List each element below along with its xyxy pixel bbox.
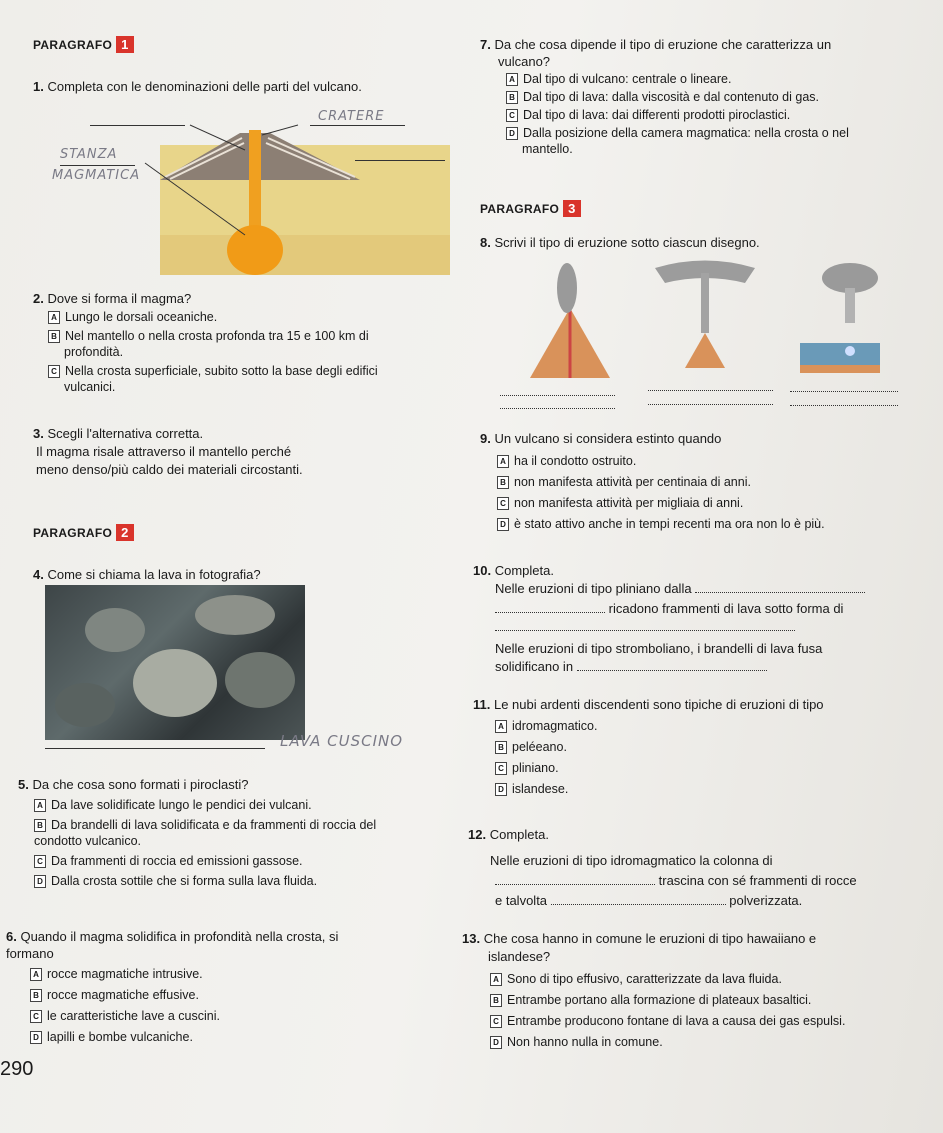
- question-2: [33, 290, 191, 307]
- answer-line: [790, 405, 898, 406]
- q-text: Da che cosa sono formati i piroclasti?: [32, 777, 249, 792]
- q-text: Da che cosa dipende il tipo di eruzione che caratterizza un: [494, 37, 832, 52]
- q-number: 1.: [33, 79, 44, 94]
- q3-line: meno denso/più caldo dei materiali circostanti.: [36, 462, 303, 477]
- conduit: [249, 130, 261, 235]
- option-text: Entrambe producono fontane di lava a causa dei gas espulsi.: [507, 1014, 846, 1028]
- q-text: Le nubi ardenti discendenti sono tipiche di eruzioni di tipo: [493, 697, 824, 712]
- fill-text: polverizzata.: [729, 893, 803, 908]
- option-letter: C: [48, 365, 60, 378]
- option-a[interactable]: [34, 797, 454, 813]
- q2-options: [48, 309, 448, 395]
- option-text: Nel mantello o nella crosta profonda tra 15 e 100 km di: [65, 329, 369, 343]
- option-d[interactable]: [495, 781, 795, 797]
- question-1: [33, 78, 362, 95]
- question-7: [480, 36, 925, 53]
- option-text: peléeano.: [512, 740, 567, 754]
- option-b[interactable]: [490, 992, 940, 1008]
- option-text: rocce magmatiche intrusive.: [47, 967, 203, 981]
- pillow-lava-photo: [45, 585, 305, 740]
- pillow-lava-svg: [45, 585, 305, 740]
- option-d[interactable]: [497, 516, 937, 532]
- option-letter: A: [30, 968, 42, 981]
- q-number: 10.: [473, 563, 492, 578]
- q-number: 2.: [33, 291, 44, 306]
- option-text: non manifesta attività per migliaia di anni.: [514, 496, 744, 510]
- answer-line: [90, 125, 185, 126]
- option-b[interactable]: [30, 987, 450, 1003]
- option-text: islandese.: [512, 782, 569, 796]
- answer-line: [790, 391, 898, 392]
- option-text: le caratteristiche lave a cuscini.: [47, 1009, 220, 1023]
- q12-line2: [495, 872, 857, 889]
- q-text: Completa.: [494, 563, 554, 578]
- q-text: islandese?: [488, 949, 551, 964]
- option-text: Dal tipo di lava: dalla viscosità e dal contenuto di gas.: [523, 90, 820, 104]
- q-text: formano: [6, 946, 54, 961]
- q12-line3: [495, 892, 802, 909]
- fill-text: Nelle eruzioni di tipo pliniano dalla: [495, 581, 692, 596]
- blank-input[interactable]: [495, 612, 605, 613]
- q3-line: Il magma risale attraverso il mantello perché: [36, 444, 292, 459]
- blank-input[interactable]: [495, 630, 795, 631]
- volcano-svg: [40, 105, 450, 275]
- fill-text: ricadono frammenti di lava sotto forma di: [608, 601, 844, 616]
- blank-input[interactable]: [551, 904, 726, 905]
- option-letter: B: [490, 994, 502, 1007]
- option-text-cont: profondità.: [64, 345, 124, 359]
- q-number: 7.: [480, 37, 491, 52]
- fill-text: trascina con sé frammenti di rocce: [658, 873, 857, 888]
- option-text: lapilli e bombe vulcaniche.: [47, 1030, 193, 1044]
- q-text: Che cosa hanno in comune le eruzioni di tipo hawaiiano e: [483, 931, 817, 946]
- q-number: 12.: [468, 827, 487, 842]
- option-letter: D: [497, 518, 509, 531]
- section-header-3: [480, 200, 581, 217]
- option-a[interactable]: [30, 966, 450, 982]
- option-letter: C: [34, 855, 46, 868]
- option-letter: D: [30, 1031, 42, 1044]
- fill-text: Nelle eruzioni di tipo stromboliano, i brandelli di lava fusa: [495, 641, 823, 656]
- question-5: [18, 776, 249, 793]
- option-text: Da brandelli di lava solidificata e da frammenti di roccia del: [51, 818, 377, 832]
- option-letter: B: [30, 989, 42, 1002]
- question-12: [468, 826, 549, 843]
- option-letter: D: [506, 127, 518, 140]
- q10-line1: [495, 580, 865, 597]
- answer-line: [500, 408, 615, 409]
- option-text: pliniano.: [512, 761, 559, 775]
- question-4: [33, 566, 261, 583]
- option-a[interactable]: [495, 718, 795, 734]
- volcano-diagram: [40, 105, 450, 275]
- option-letter: C: [497, 497, 509, 510]
- option-d[interactable]: [30, 1029, 450, 1045]
- option-letter: A: [490, 973, 502, 986]
- option-letter: A: [495, 720, 507, 733]
- option-c[interactable]: [497, 495, 937, 511]
- option-letter: C: [30, 1010, 42, 1023]
- option-a[interactable]: [490, 971, 940, 987]
- option-b[interactable]: [495, 739, 795, 755]
- option-b[interactable]: [34, 817, 454, 833]
- magma-chamber: [227, 225, 283, 275]
- option-text: Dal tipo di vulcano: centrale o lineare.: [523, 72, 732, 86]
- answer-line: [500, 395, 615, 396]
- option-letter: B: [506, 91, 518, 104]
- option-letter: B: [495, 741, 507, 754]
- option-letter: B: [497, 476, 509, 489]
- page-number: 290: [0, 1058, 34, 1080]
- option-letter: A: [34, 799, 46, 812]
- option-text: è stato attivo anche in tempi recenti ma ora non lo è più.: [514, 517, 825, 531]
- option-d[interactable]: [34, 873, 454, 889]
- option-c[interactable]: [34, 853, 454, 869]
- answer-line: [310, 125, 405, 126]
- option-a[interactable]: [506, 71, 926, 87]
- handwritten-answer: STANZA: [60, 147, 118, 162]
- question-10: [473, 562, 554, 579]
- q-number: 8.: [480, 235, 491, 250]
- handwritten-answer: LAVA CUSCINO: [280, 732, 404, 750]
- option-text-cont: condotto vulcanico.: [34, 834, 142, 848]
- option-b[interactable]: [506, 89, 926, 105]
- option-letter: A: [497, 455, 509, 468]
- section-number: 3: [563, 200, 581, 217]
- option-letter: B: [48, 330, 60, 343]
- option-letter: C: [490, 1015, 502, 1028]
- option-letter: B: [34, 819, 46, 832]
- option-letter: D: [34, 875, 46, 888]
- option-text: Dal tipo di lava: dai differenti prodotti piroclastici.: [523, 108, 791, 122]
- option-text: Nella crosta superficiale, subito sotto la base degli edifici: [65, 364, 378, 378]
- option-a[interactable]: [48, 309, 448, 325]
- option-text: ha il condotto ostruito.: [514, 454, 637, 468]
- q-number: 9.: [480, 431, 491, 446]
- q-text: Scrivi il tipo di eruzione sotto ciascun disegno.: [494, 235, 760, 250]
- option-d[interactable]: [490, 1034, 940, 1050]
- answer-line: [60, 165, 135, 166]
- option-c[interactable]: [506, 107, 926, 123]
- q-text: vulcano?: [498, 54, 551, 69]
- question-8: [480, 234, 760, 251]
- q-number: 6.: [6, 929, 17, 944]
- option-text: Dalla crosta sottile che si forma sulla lava fluida.: [51, 874, 318, 888]
- section-label: PARAGRAFO: [33, 525, 113, 540]
- fill-text: solidificano in: [495, 659, 574, 674]
- q-number: 5.: [18, 777, 29, 792]
- section-number: 1: [116, 36, 134, 53]
- option-letter: D: [490, 1036, 502, 1049]
- question-3: [33, 425, 203, 442]
- answer-line: [648, 390, 773, 391]
- deep-layer: [160, 235, 450, 275]
- q10-line2: [495, 600, 843, 617]
- q-number: 4.: [33, 567, 44, 582]
- answer-line: [648, 404, 773, 405]
- answer-line: [45, 748, 265, 749]
- option-letter: A: [48, 311, 60, 324]
- option-text: Sono di tipo effusivo, caratterizzate da lava fluida.: [507, 972, 782, 986]
- option-text-cont: mantello.: [522, 142, 573, 156]
- section-label: PARAGRAFO: [480, 201, 560, 216]
- q-number: 3.: [33, 426, 44, 441]
- option-letter: A: [506, 73, 518, 86]
- option-letter: D: [495, 783, 507, 796]
- option-text-cont: vulcanici.: [64, 380, 116, 394]
- q-text: Completa con le denominazioni delle parti del vulcano.: [47, 79, 362, 94]
- handwritten-answer: MAGMATICA: [52, 168, 141, 183]
- answer-line: [355, 160, 445, 161]
- section-number: 2: [116, 524, 134, 541]
- option-text: idromagmatico.: [512, 719, 598, 733]
- fill-text: Nelle eruzioni di tipo idromagmatico la colonna di: [490, 853, 773, 868]
- option-text: Da lave solidificate lungo le pendici dei vulcani.: [51, 798, 312, 812]
- q6-options: [30, 966, 450, 1045]
- option-b[interactable]: [48, 328, 448, 344]
- option-b[interactable]: [497, 474, 937, 490]
- section-header-2: [33, 524, 134, 541]
- q-text: Dove si forma il magma?: [47, 291, 192, 306]
- eruption-drawings: [525, 253, 885, 383]
- q-number: 13.: [462, 931, 481, 946]
- option-letter: C: [506, 109, 518, 122]
- handwritten-answer: CRATERE: [318, 109, 385, 124]
- question-13: [462, 930, 932, 947]
- q-text: Scegli l'alternativa corretta.: [47, 426, 204, 441]
- q-text: Completa.: [489, 827, 549, 842]
- option-text: Da frammenti di roccia ed emissioni gassose.: [51, 854, 303, 868]
- option-c[interactable]: [48, 363, 448, 379]
- section-header-1: [33, 36, 134, 53]
- section-label: PARAGRAFO: [33, 37, 113, 52]
- option-text: Dalla posizione della camera magmatica: nella crosta o nel: [523, 126, 849, 140]
- q-number: 11.: [473, 697, 491, 712]
- option-a[interactable]: [497, 453, 937, 469]
- option-text: non manifesta attività per centinaia di anni.: [514, 475, 751, 489]
- q7-options: [506, 71, 926, 157]
- option-text: rocce magmatiche effusive.: [47, 988, 199, 1002]
- blank-input[interactable]: [495, 884, 655, 885]
- option-c[interactable]: [30, 1008, 450, 1024]
- option-letter: C: [495, 762, 507, 775]
- q9-options: [497, 453, 937, 532]
- question-9: [480, 430, 721, 447]
- q5-options: [34, 797, 454, 889]
- option-text: Entrambe portano alla formazione di plateaux basaltici.: [507, 993, 812, 1007]
- fill-text: e talvolta: [495, 893, 548, 908]
- blank-input[interactable]: [695, 592, 865, 593]
- blank-input[interactable]: [577, 670, 767, 671]
- option-text: Lungo le dorsali oceaniche.: [65, 310, 218, 324]
- q10-line4: [495, 658, 767, 675]
- eruption-svg: [525, 253, 885, 383]
- question-11: [473, 696, 824, 713]
- q11-options: [495, 718, 795, 797]
- q-text: Un vulcano si considera estinto quando: [494, 431, 722, 446]
- q-text: Come si chiama la lava in fotografia?: [47, 567, 261, 582]
- question-6: [6, 928, 338, 945]
- option-d[interactable]: [506, 125, 926, 141]
- option-text: Non hanno nulla in comune.: [507, 1035, 663, 1049]
- option-c[interactable]: [490, 1013, 940, 1029]
- q10-line2b: [495, 618, 795, 635]
- q-text: Quando il magma solidifica in profondità nella crosta, si: [20, 929, 339, 944]
- q13-options: [490, 971, 940, 1050]
- option-c[interactable]: [495, 760, 795, 776]
